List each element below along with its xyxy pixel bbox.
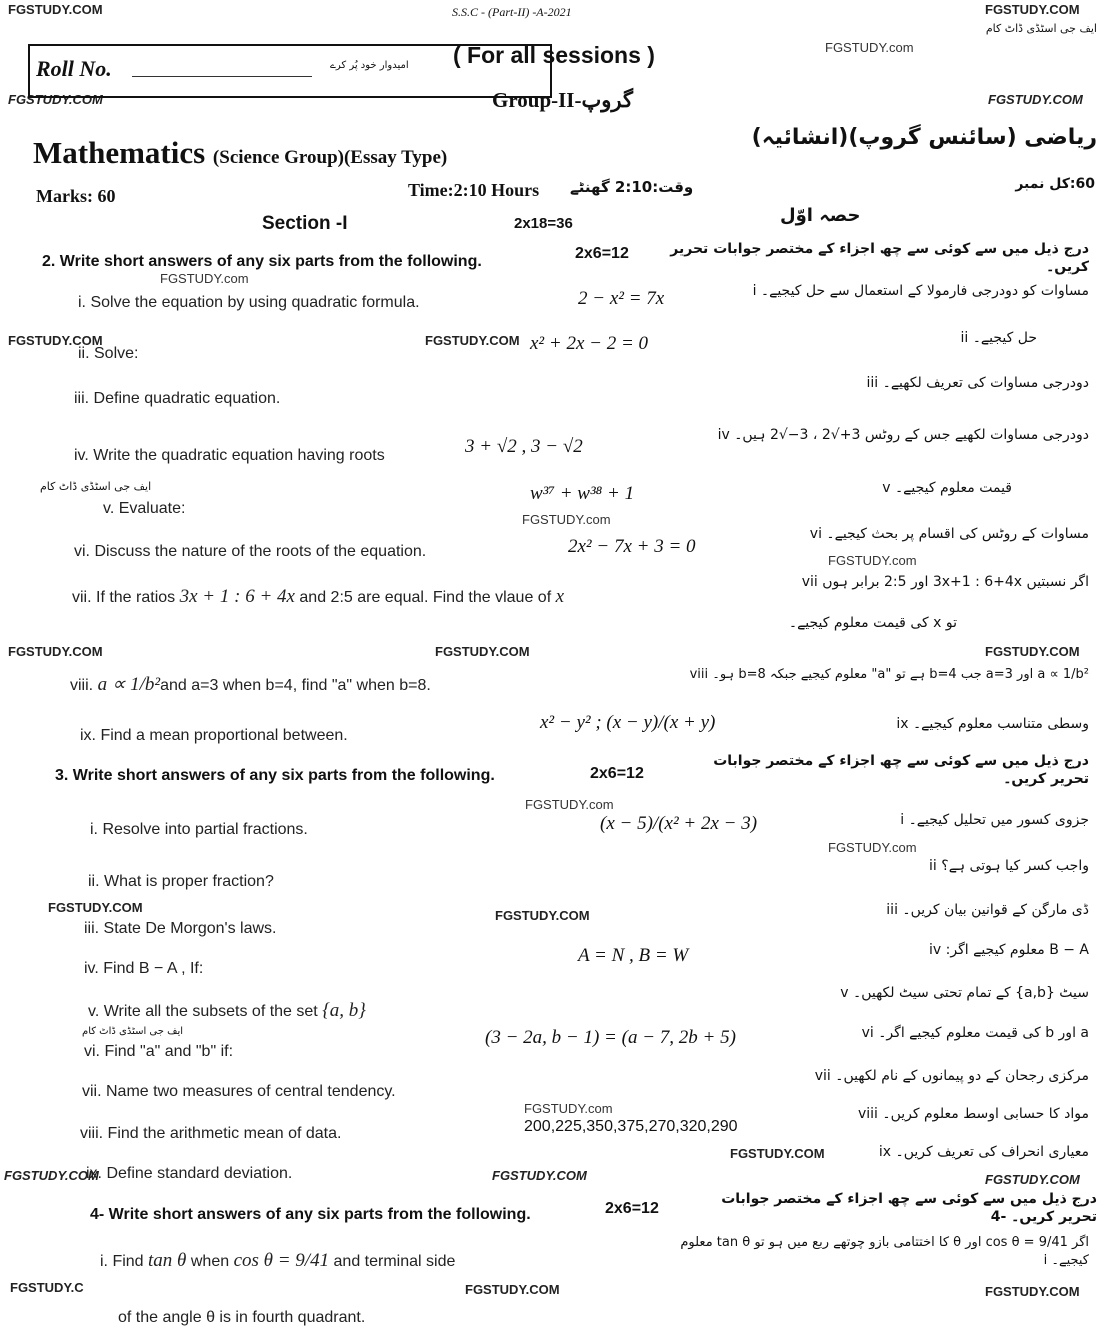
q2-item-7-math: 3x + 1 : 6 + 4x xyxy=(179,586,295,607)
q4-item-1-text2: when xyxy=(190,1253,230,1270)
q2-item-8-math: a ∝ 1/b² xyxy=(97,674,161,695)
q2-item-7-text2: and 2:5 are equal. Find the vlaue of xyxy=(299,589,552,606)
q2-item-1-math: 2 − x² = 7x xyxy=(578,288,665,309)
q3-item-5-urdu: سیٹ {a,b} کے تمام تحتی سیٹ لکھیں۔ v xyxy=(840,985,1089,1001)
watermark: FGSTUDY.COM xyxy=(988,92,1083,107)
subject-urdu: ریاضی (سائنس گروپ)(انشائیہ) xyxy=(751,125,1097,150)
watermark: FGSTUDY.com xyxy=(160,271,249,286)
watermark: FGSTUDY.com xyxy=(828,840,917,855)
q3-item-9-urdu: معیاری انحراف کی تعریف کریں۔ ix xyxy=(878,1144,1089,1160)
subject-title xyxy=(33,135,447,171)
q3-item-1: i. Resolve into partial fractions. xyxy=(90,821,308,838)
q4-item-1-text3: and terminal side xyxy=(333,1253,456,1270)
q2-item-6-math: 2x² − 7x + 3 = 0 xyxy=(568,536,696,557)
q2-item-3: iii. Define quadratic equation. xyxy=(74,390,281,407)
watermark: FGSTUDY.COM xyxy=(465,1282,560,1297)
watermark: FGSTUDY.com xyxy=(524,1101,613,1116)
q4-item-1-text: i. Find xyxy=(100,1253,144,1270)
watermark: FGSTUDY.C xyxy=(10,1280,84,1295)
q3-item-1-urdu: جزوی کسور میں تحلیل کیجیے۔ i xyxy=(900,812,1089,828)
q3-item-7-urdu: مرکزی رجحان کے دو پیمانوں کے نام لکھیں۔ vii xyxy=(814,1068,1089,1084)
q4-item-1-continued: of the angle θ is in fourth quadrant. xyxy=(118,1309,366,1326)
q3-item-4: iv. Find B − A , If: xyxy=(84,960,204,977)
section-label: Section -I xyxy=(262,213,348,234)
q3-item-2: ii. What is proper fraction? xyxy=(88,873,274,890)
q3-item-7: vii. Name two measures of central tendency. xyxy=(82,1083,396,1100)
time-urdu: وقت:2:10 گھنٹے xyxy=(570,178,694,196)
watermark-urdu: ایف جی اسٹڈی ڈاٹ کام xyxy=(40,480,152,493)
q2-item-4-urdu: دودرجی مساوات لکھیے جس کے روٹس 3+√2 ، 3−√2 ہیں۔ iv xyxy=(717,427,1089,443)
question-4-urdu: درج ذیل میں سے کوئی سے چھ اجزاء کے مختصر جوابات تحریر کریں۔ -4 xyxy=(721,1191,1097,1225)
watermark: FGSTUDY.COM xyxy=(730,1146,825,1161)
watermark: FGSTUDY.COM xyxy=(985,1172,1080,1187)
q2-item-7-urdu: اگر نسبتیں 3x+1 : 6+4x اور 2:5 برابر ہوں vii xyxy=(801,574,1089,590)
q3-item-2-urdu: واجب کسر کیا ہوتی ہے؟ ii xyxy=(929,858,1089,874)
q2-item-2-math: x² + 2x − 2 = 0 xyxy=(530,333,649,354)
group-label: Group-II-گروپ xyxy=(492,88,633,112)
q3-item-8-data: 200,225,350,375,270,320,290 xyxy=(524,1118,738,1135)
q2-item-9: ix. Find a mean proportional between. xyxy=(80,727,348,744)
marks-label: Marks: 60 xyxy=(36,186,116,206)
marks-urdu: 60:کل نمبر xyxy=(1015,176,1095,192)
q4-item-1 xyxy=(100,1250,455,1272)
watermark: FGSTUDY.com xyxy=(828,553,917,568)
watermark: FGSTUDY.COM xyxy=(8,92,103,107)
q2-item-7-text: vii. If the ratios xyxy=(72,589,176,606)
watermark: FGSTUDY.COM xyxy=(8,644,103,659)
q2-item-6-urdu: مساوات کے روٹس کی اقسام پر بحث کیجیے۔ vi xyxy=(809,526,1089,542)
question-3-urdu: درج ذیل میں سے کوئی سے چھ اجزاء کے مختصر جوابات تحریر کریں۔ xyxy=(713,753,1089,787)
watermark: FGSTUDY.COM xyxy=(8,333,103,348)
q3-item-3-urdu: ڈی مارگن کے قوانین بیان کریں۔ iii xyxy=(886,902,1089,918)
q2-item-2-urdu: حل کیجیے۔ ii xyxy=(960,330,1037,346)
q3-item-4-math: A = N , B = W xyxy=(578,945,689,966)
q3-item-9: ix. Define standard deviation. xyxy=(86,1165,293,1182)
time-label: Time:2:10 Hours xyxy=(408,180,540,200)
section-urdu: حصہ اوّل xyxy=(780,205,861,226)
watermark: FGSTUDY.COM xyxy=(492,1168,587,1183)
q4-item-1-math2: cos θ = 9/41 xyxy=(233,1250,330,1271)
q4-item-1-math: tan θ xyxy=(148,1250,187,1271)
q2-item-7-urdu2: تو x کی قیمت معلوم کیجیے۔ xyxy=(788,615,957,631)
q3-item-6-urdu: a اور b کی قیمت معلوم کیجیے اگر۔ vi xyxy=(861,1025,1089,1041)
q3-item-4-urdu: B − A معلوم کیجیے اگر: iv xyxy=(929,942,1089,958)
q3-item-3: iii. State De Morgon's laws. xyxy=(84,920,277,937)
watermark: FGSTUDY.COM xyxy=(8,2,103,17)
q2-item-8-urdu: a ∝ 1/b² اور a=3 جب b=4 ہے تو "a" معلوم کیجیے جبکہ b=8 ہو۔ viii xyxy=(689,667,1089,682)
watermark: FGSTUDY.COM xyxy=(425,333,520,348)
question-2-urdu: درج ذیل میں سے کوئی سے چھ اجزاء کے مختصر جوابات تحریر کریں۔ xyxy=(670,241,1089,275)
q2-item-9-urdu: وسطی متناسب معلوم کیجیے۔ ix xyxy=(896,716,1089,732)
q2-item-4: iv. Write the quadratic equation having roots xyxy=(74,447,385,464)
q2-item-6: vi. Discuss the nature of the roots of the equation. xyxy=(74,543,427,560)
roll-no-line xyxy=(132,76,312,77)
q2-item-8-text: and a=3 when b=4, find "a" when b=8. xyxy=(160,677,431,694)
q2-item-3-urdu: دودرجی مساوات کی تعریف لکھیے۔ iii xyxy=(866,375,1089,391)
exam-code: S.S.C - (Part-II) -A-2021 xyxy=(452,5,572,19)
q3-item-8-urdu: مواد کا حسابی اوسط معلوم کریں۔ viii xyxy=(857,1106,1089,1122)
q2-item-2: ii. Solve: xyxy=(78,345,139,362)
q2-item-1: i. Solve the equation by using quadratic formula. xyxy=(78,294,420,311)
watermark: FGSTUDY.com xyxy=(825,40,914,55)
q2-item-1-urdu: مساوات کو دودرجی فارمولا کے استعمال سے حل کیجیے۔ i xyxy=(752,283,1089,299)
q2-item-4-math: 3 + √2 , 3 − √2 xyxy=(465,436,583,457)
roll-no-label: Roll No. xyxy=(36,56,112,81)
sessions-label: ( For all sessions ) xyxy=(453,42,655,68)
watermark: FGSTUDY.com xyxy=(522,512,611,527)
watermark: FGSTUDY.COM xyxy=(48,900,143,915)
question-3-title: 3. Write short answers of any six parts from the following. xyxy=(55,767,495,784)
q2-item-8-label: viii. xyxy=(70,677,94,694)
question-3-marks: 2x6=12 xyxy=(590,765,644,782)
q2-item-8 xyxy=(70,673,431,696)
watermark-urdu: ایف جی اسٹڈی ڈاٹ کام xyxy=(985,22,1097,35)
question-4-title: 4- Write short answers of any six parts from the following. xyxy=(90,1206,531,1223)
question-2-marks: 2x6=12 xyxy=(575,245,629,262)
q3-item-5-math: {a, b} xyxy=(322,1000,366,1021)
watermark-urdu: ایف جی اسٹڈی ڈاٹ کام xyxy=(82,1026,184,1037)
watermark: FGSTUDY.COM xyxy=(495,908,590,923)
q2-item-9-math: x² − y² ; (x − y)/(x + y) xyxy=(540,712,716,733)
q2-item-7-math2: x xyxy=(555,586,565,607)
q3-item-8: viii. Find the arithmetic mean of data. xyxy=(80,1125,342,1142)
watermark: FGSTUDY.COM xyxy=(435,644,530,659)
watermark: FGSTUDY.COM xyxy=(4,1168,99,1183)
q2-item-5-urdu: قیمت معلوم کیجیے۔ v xyxy=(882,480,1012,496)
watermark: FGSTUDY.com xyxy=(525,797,614,812)
section-marks: 2x18=36 xyxy=(514,215,573,232)
q2-item-5: v. Evaluate: xyxy=(103,500,186,517)
q3-item-6-math: (3 − 2a, b − 1) = (a − 7, 2b + 5) xyxy=(485,1027,736,1048)
question-2-title: 2. Write short answers of any six parts from the following. xyxy=(42,253,482,270)
q3-item-6: vi. Find "a" and "b" if: xyxy=(84,1043,234,1060)
q3-item-5-text: v. Write all the subsets of the set xyxy=(88,1003,318,1020)
q3-item-1-math: (x − 5)/(x² + 2x − 3) xyxy=(600,813,758,834)
watermark: FGSTUDY.COM xyxy=(985,1284,1080,1299)
watermark: FGSTUDY.COM xyxy=(985,644,1080,659)
q3-item-5 xyxy=(88,1000,366,1022)
roll-urdu: امیدوار خود پُر کرے xyxy=(330,60,409,71)
subject-detail: (Science Group)(Essay Type) xyxy=(212,147,448,168)
question-4-marks: 2x6=12 xyxy=(605,1200,659,1217)
q2-item-5-math: w³⁷ + w³⁸ + 1 xyxy=(530,483,635,504)
q4-item-1-urdu: اگر cos θ = 9/41 اور θ کا اختتامی بازو چوتھے ربع میں ہو تو tan θ معلوم کیجیے۔ i xyxy=(680,1235,1089,1268)
watermark: FGSTUDY.COM xyxy=(985,2,1080,17)
q2-item-7 xyxy=(72,586,564,608)
subject: Mathematics xyxy=(33,135,206,170)
